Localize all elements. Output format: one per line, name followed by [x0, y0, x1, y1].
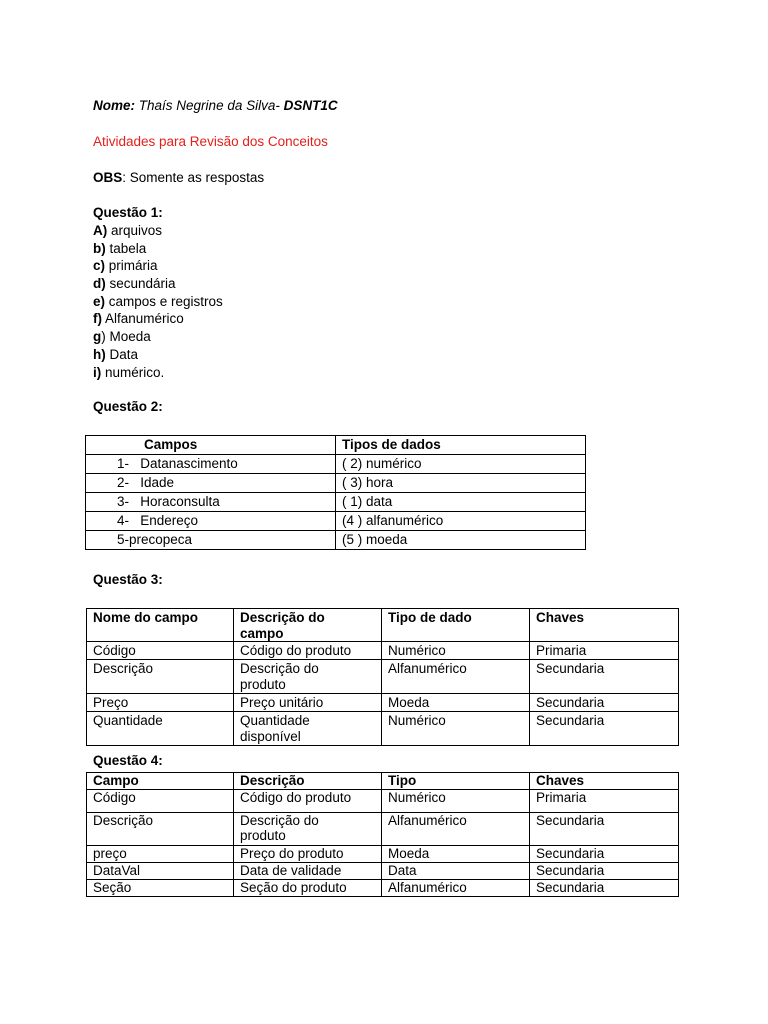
answer-text: Data [105, 346, 139, 362]
table-row [86, 531, 586, 550]
obs-line [93, 170, 264, 185]
table-cell: Preço do produto [234, 845, 382, 862]
table-row [87, 642, 679, 660]
table-row [86, 493, 586, 512]
table-row [86, 474, 586, 493]
column-header: Tipos de dados [336, 436, 586, 455]
table-row [86, 455, 586, 474]
table-cell: Preço [87, 694, 234, 712]
q1-answer-list [93, 222, 223, 381]
table-cell: 5-precopeca [86, 531, 336, 550]
table-cell: DataVal [87, 862, 234, 879]
name-line [93, 98, 338, 113]
table-cell: Primaria [530, 789, 679, 812]
q1-answer-item [93, 293, 223, 311]
table-cell: Código do produto [234, 789, 382, 812]
answer-key: c) [93, 258, 106, 274]
table-cell: Seção [87, 879, 234, 896]
table-cell: Moeda [382, 845, 530, 862]
subtitle: Atividades para Revisão dos Conceitos [93, 134, 328, 149]
column-header: Chaves [530, 609, 679, 642]
table-cell: Preço unitário [234, 694, 382, 712]
answer-text: ) Moeda [101, 329, 151, 345]
table-cell: Seção do produto [234, 879, 382, 896]
table-cell: Secundaria [530, 812, 679, 845]
table-cell: (4 ) alfanumérico [336, 512, 586, 531]
q1-answer-item [93, 275, 223, 293]
answer-key: f) [93, 311, 102, 327]
q1-answer-item [93, 364, 223, 382]
answer-text: Alfanumérico [102, 311, 184, 327]
table-cell: 1- Datanascimento [86, 455, 336, 474]
student-name: Thaís Negrine da Silva- [138, 98, 280, 113]
q1-answer-item [93, 257, 223, 275]
q2-table [85, 435, 586, 550]
table-cell: ( 2) numérico [336, 455, 586, 474]
column-header: Descrição [234, 773, 382, 790]
table-cell: Código do produto [234, 642, 382, 660]
answer-key: d) [93, 276, 106, 292]
table-cell: Secundaria [530, 879, 679, 896]
table-cell: Alfanumérico [382, 812, 530, 845]
table-row [87, 712, 679, 746]
table-cell: Secundaria [530, 712, 679, 746]
q3-table [86, 608, 679, 746]
table-cell: Quantidade disponível [234, 712, 382, 746]
table-cell: Numérico [382, 642, 530, 660]
table-cell: Data [382, 862, 530, 879]
class-code: DSNT1C [283, 98, 338, 113]
table-cell: 4- Endereço [86, 512, 336, 531]
table-cell: Numérico [382, 712, 530, 746]
column-header: Descrição do campo [234, 609, 382, 642]
table-cell: Data de validade [234, 862, 382, 879]
table-cell: Secundaria [530, 660, 679, 694]
q1-answer-item [93, 222, 223, 240]
table-cell: Alfanumérico [382, 660, 530, 694]
column-header: Tipo de dado [382, 609, 530, 642]
table-cell: Secundaria [530, 694, 679, 712]
q1-answer-item [93, 328, 223, 346]
answer-key: g [93, 329, 102, 345]
answer-text: primária [105, 258, 158, 274]
table-cell: Código [87, 789, 234, 812]
table-header-row [87, 773, 679, 790]
table-cell: ( 1) data [336, 493, 586, 512]
table-cell: Descrição do produto [234, 812, 382, 845]
answer-text: arquivos [107, 223, 163, 238]
q1-title: Questão 1: [93, 205, 163, 220]
answer-key: h) [93, 346, 106, 362]
q1-answer-item [93, 310, 223, 328]
q2-title: Questão 2: [93, 399, 163, 414]
table-cell: Primaria [530, 642, 679, 660]
column-header: Nome do campo [87, 609, 234, 642]
table-row [87, 660, 679, 694]
table-cell: Quantidade [87, 712, 234, 746]
answer-key: i) [93, 364, 102, 380]
table-cell: preço [87, 845, 234, 862]
table-row [87, 789, 679, 812]
answer-key: A) [93, 223, 108, 238]
answer-text: secundária [105, 276, 176, 292]
answer-text: numérico. [101, 364, 165, 380]
table-row [87, 862, 679, 879]
table-row [87, 812, 679, 845]
answer-key: e) [93, 293, 106, 309]
table-cell: ( 3) hora [336, 474, 586, 493]
table-cell: 3- Horaconsulta [86, 493, 336, 512]
q1-answer-item [93, 240, 223, 258]
table-cell: Numérico [382, 789, 530, 812]
table-cell: Descrição [87, 812, 234, 845]
column-header: Campo [87, 773, 234, 790]
table-header-row [86, 436, 586, 455]
name-label: Nome: [93, 98, 136, 113]
table-cell: Secundaria [530, 845, 679, 862]
table-cell: (5 ) moeda [336, 531, 586, 550]
q4-title: Questão 4: [93, 753, 163, 768]
table-row [87, 879, 679, 896]
obs-text: : Somente as respostas [122, 170, 265, 185]
answer-key: b) [93, 240, 106, 256]
table-row [87, 694, 679, 712]
table-row [86, 512, 586, 531]
table-cell: Secundaria [530, 862, 679, 879]
table-cell: Descrição do produto [234, 660, 382, 694]
obs-label: OBS [93, 170, 123, 185]
answer-text: tabela [105, 240, 147, 256]
q3-title: Questão 3: [93, 572, 163, 587]
answer-text: campos e registros [105, 293, 223, 309]
table-cell: Moeda [382, 694, 530, 712]
table-cell: Código [87, 642, 234, 660]
table-cell: 2- Idade [86, 474, 336, 493]
table-row [87, 845, 679, 862]
column-header: Campos [86, 436, 336, 455]
table-header-row [87, 609, 679, 642]
q4-table [86, 772, 679, 897]
column-header: Tipo [382, 773, 530, 790]
table-cell: Alfanumérico [382, 879, 530, 896]
q1-answer-item [93, 346, 223, 364]
table-cell: Descrição [87, 660, 234, 694]
column-header: Chaves [530, 773, 679, 790]
